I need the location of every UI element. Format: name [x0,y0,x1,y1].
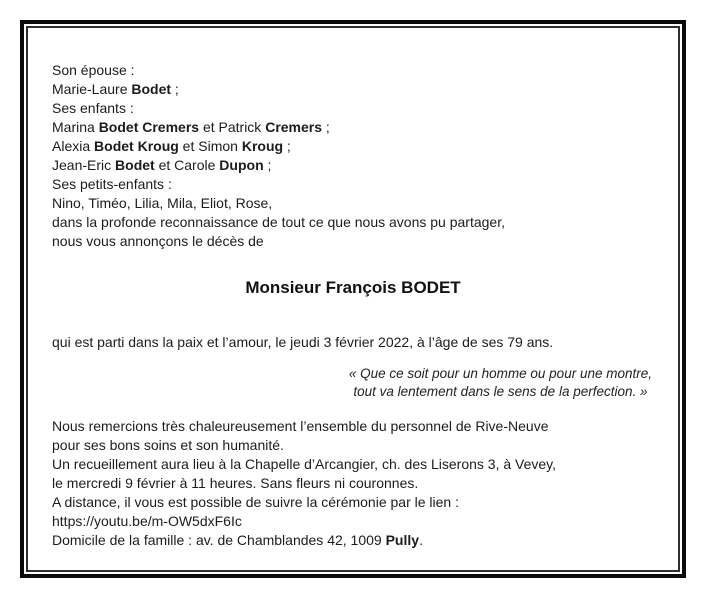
text-segment: Nous remercions très chaleureusement l’ensemble du personnel de Rive-Neuve [52,418,549,434]
text-segment: A distance, il vous est possible de suivre la cérémonie par le lien : [52,494,459,510]
ceremony-stream-link[interactable]: https://youtu.be/m-OW5dxF6Ic [52,513,242,529]
text-segment: et Patrick [199,119,266,135]
text-segment: Ses enfants : [52,100,134,116]
announcement-inner-frame [26,26,680,572]
family-line [52,156,654,175]
text-segment: ; [171,81,179,97]
text-segment: Alexia [52,138,95,154]
text-segment: et Simon [178,138,242,154]
family-line [52,213,654,232]
announcement-frame [20,20,686,578]
info-line [52,512,654,531]
family-line [52,232,654,251]
text-segment: ; [322,119,330,135]
text-segment: Ses petits-enfants : [52,176,172,192]
text-segment: pour ses bons soins et son humanité. [52,437,284,453]
text-segment: Jean-Eric [52,157,116,173]
text-segment: dans la profonde reconnaissance de tout ce que nous avons pu partager, [52,214,505,230]
info-line [52,474,654,493]
text-segment: le mercredi 9 février à 11 heures. Sans fleurs ni couronnes. [52,475,419,491]
text-segment: Cremers [265,119,323,135]
family-line [52,118,654,137]
text-segment: Kroug [241,138,284,154]
text-segment: Marie-Laure [52,81,132,97]
family-line [52,99,654,118]
text-segment: Domicile de la famille : av. de Chamblandes 42, 1009 [52,532,386,548]
text-segment: Bodet [115,157,155,173]
quote-line [349,365,652,383]
text-segment: . [419,532,423,548]
info-line [52,455,654,474]
text-segment: Nino, Timéo, Lilia, Mila, Eliot, Rose, [52,195,273,211]
info-line [52,436,654,455]
text-segment: tout va lentement dans le sens de la perfection. » [353,384,648,399]
text-segment: Pully [385,532,420,548]
ceremony-info-block [52,417,654,550]
death-announcement-line: qui est parti dans la paix et l’amour, le jeudi 3 février 2022, à l’âge de ses 79 ans. [52,334,554,350]
info-line [52,493,654,512]
family-line [52,80,654,99]
text-segment: Bodet Cremers [98,119,200,135]
text-segment: Un recueillement aura lieu à la Chapelle d’Arcangier, ch. des Liserons 3, à Vevey, [52,456,557,472]
text-segment: Dupon [219,157,264,173]
memorial-quote [349,365,652,401]
text-segment: nous vous annonçons le décès de [52,233,264,249]
family-line [52,61,654,80]
text-segment: « Que ce soit pour un homme ou pour une montre, [348,366,652,381]
quote-line [349,383,652,401]
family-line [52,175,654,194]
deceased-name: Monsieur François BODET [245,278,461,297]
text-segment: et Carole [154,157,220,173]
family-intro-block [52,61,654,251]
text-segment: Bodet Kroug [94,138,179,154]
info-line [52,531,654,550]
text-segment: Bodet [131,81,172,97]
family-line [52,194,654,213]
text-segment: Marina [52,119,99,135]
text-segment: ; [283,138,291,154]
info-line [52,417,654,436]
family-line [52,137,654,156]
text-segment: Son épouse : [52,62,135,78]
text-segment: ; [263,157,272,173]
